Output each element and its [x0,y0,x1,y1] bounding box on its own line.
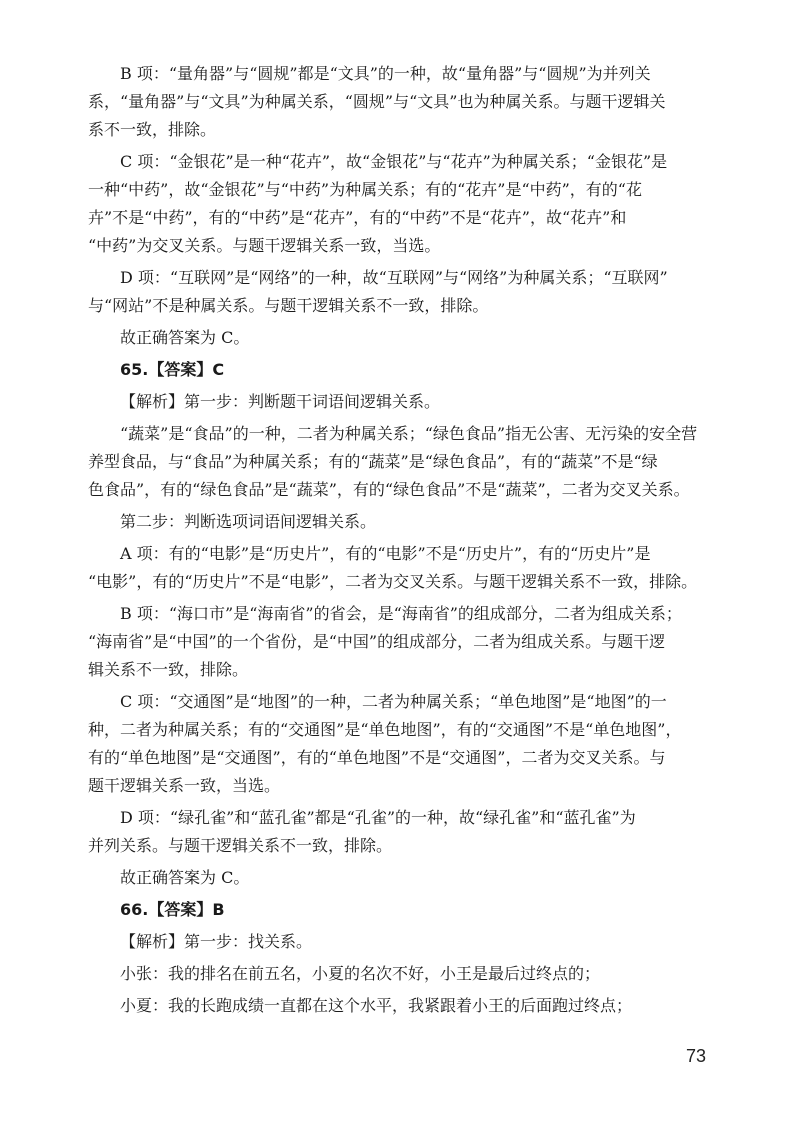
text-line: 并列关系。与题干逻辑关系不一致，排除。 [88,836,393,855]
text-line: 小张：我的排名在前五名，小夏的名次不好，小王是最后过终点的； [120,964,601,983]
text-line: 小夏：我的长跑成绩一直都在这个水平，我紧跟着小王的后面跑过终点； [120,996,633,1015]
text-line: 卉”不是“中药”，有的“中药”是“花卉”，有的“中药”不是“花卉”，故“花卉”和 [88,208,627,227]
text-line: 故正确答案为 C。 [120,328,250,347]
text-line: “电影”，有的“历史片”不是“电影”，二者为交叉关系。与题干逻辑关系不一致，排除。 [88,572,698,591]
text-line: 故正确答案为 C。 [120,868,250,887]
text-line: C 项：“交通图”是“地图”的一种，二者为种属关系；“单色地图”是“地图”的一 [120,692,667,711]
text-line: 题干逻辑关系一致，当选。 [88,776,281,795]
text-line: B 项：“量角器”与“圆规”都是“文具”的一种，故“量角器”与“圆规”为并列关 [120,64,651,83]
text-line: 一种“中药”，故“金银花”与“中药”为种属关系；有的“花卉”是“中药”，有的“花 [88,180,642,199]
answer-heading: 65.【答案】C [120,360,225,379]
text-line: B 项：“海口市”是“海南省”的省会，是“海南省”的组成部分，二者为组成关系； [120,604,682,623]
answer-heading: 66.【答案】B [120,900,225,919]
analysis-heading: 【解析】第一步：找关系。 [120,932,313,951]
text-line: 色食品”，有的“绿色食品”是“蔬菜”，有的“绿色食品”不是“蔬菜”，二者为交叉关系。 [88,480,690,499]
text-line: 养型食品，与“食品”为种属关系；有的“蔬菜”是“绿色食品”，有的“蔬菜”不是“绿 [88,452,658,471]
text-line: D 项：“互联网”是“网络”的一种，故“互联网”与“网络”为种属关系；“互联网” [120,268,668,287]
text-line: “中药”为交叉关系。与题干逻辑关系一致，当选。 [88,236,441,255]
text-line: 系不一致，排除。 [88,120,217,139]
text-line: A 项：有的“电影”是“历史片”，有的“电影”不是“历史片”，有的“历史片”是 [120,544,651,563]
text-line: 辑关系不一致，排除。 [88,660,249,679]
text-line: D 项：“绿孔雀”和“蓝孔雀”都是“孔雀”的一种，故“绿孔雀”和“蓝孔雀”为 [120,808,636,827]
text-line: “蔬菜”是“食品”的一种，二者为种属关系；“绿色食品”指无公害、无污染的安全营 [120,424,698,443]
text-line: 第二步：判断选项词语间逻辑关系。 [120,512,377,531]
text-line: 系，“量角器”与“文具”为种属关系，“圆规”与“文具”也为种属关系。与题干逻辑关 [88,92,666,111]
text-line: 与“网站”不是种属关系。与题干逻辑关系不一致，排除。 [88,296,489,315]
analysis-heading: 【解析】第一步：判断题干词语间逻辑关系。 [120,392,441,411]
document-body [88,60,720,1020]
page-number: 73 [686,1046,707,1066]
text-line: “海南省”是“中国”的一个省份，是“中国”的组成部分，二者为组成关系。与题干逻 [88,632,666,651]
text-line: C 项：“金银花”是一种“花卉”，故“金银花”与“花卉”为种属关系；“金银花”是 [120,152,668,171]
text-line: 种，二者为种属关系；有的“交通图”是“单色地图”，有的“交通图”不是“单色地图”， [88,720,682,739]
text-line: 有的“单色地图”是“交通图”，有的“单色地图”不是“交通图”，二者为交叉关系。与 [88,748,666,767]
